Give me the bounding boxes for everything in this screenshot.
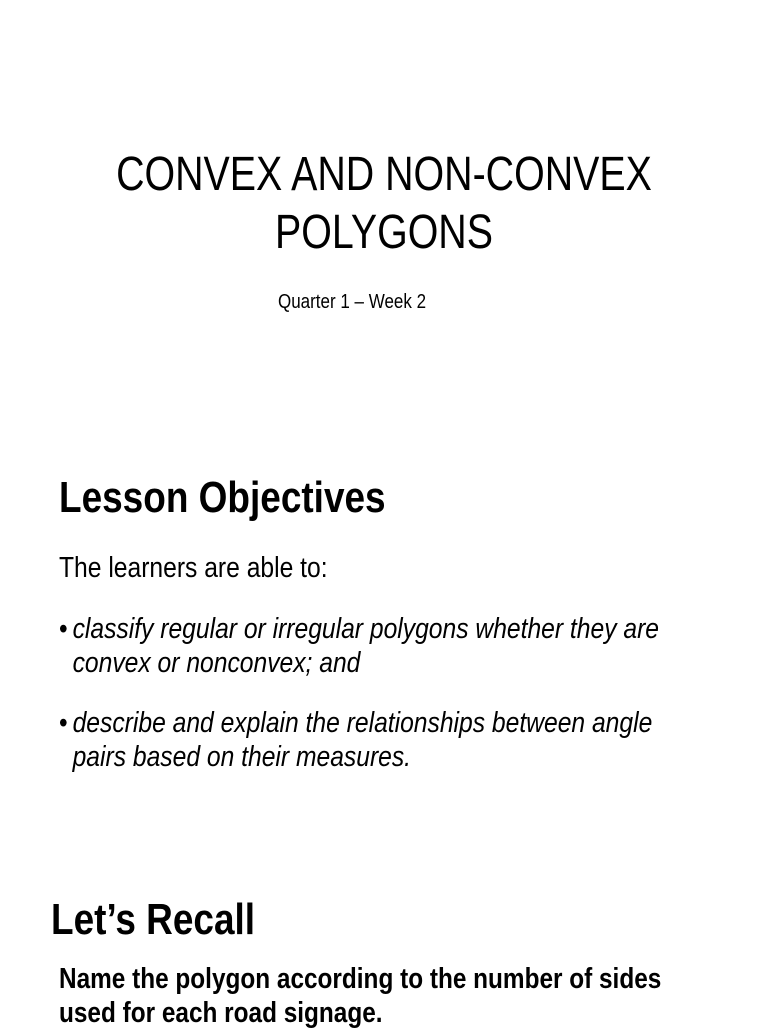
recall-instruction-line-1: Name the polygon according to the number of sides	[59, 963, 662, 995]
bullet-icon: •	[59, 613, 68, 645]
slide-title	[69, 146, 699, 262]
objectives-heading: Lesson Objectives	[59, 473, 386, 522]
objective-line: classify regular or irregular polygons whether they are	[72, 613, 660, 645]
objective-line: convex or nonconvex; and	[72, 647, 361, 679]
objective-item	[59, 706, 705, 774]
slide-title-line-1: CONVEX AND NON-CONVEX	[116, 148, 652, 201]
objective-item	[59, 612, 705, 680]
recall-instruction-line-2: used for each road signage.	[59, 997, 383, 1029]
slide-title-line-2: POLYGONS	[274, 206, 493, 259]
recall-instruction	[59, 962, 661, 1030]
objective-line: pairs based on their measures.	[72, 741, 412, 773]
objectives-intro: The learners are able to:	[59, 552, 328, 584]
bullet-icon: •	[59, 707, 68, 739]
objective-line: describe and explain the relationships between angle	[72, 707, 653, 739]
recall-heading: Let’s Recall	[51, 895, 256, 944]
slide-subtitle: Quarter 1 – Week 2	[278, 291, 427, 313]
